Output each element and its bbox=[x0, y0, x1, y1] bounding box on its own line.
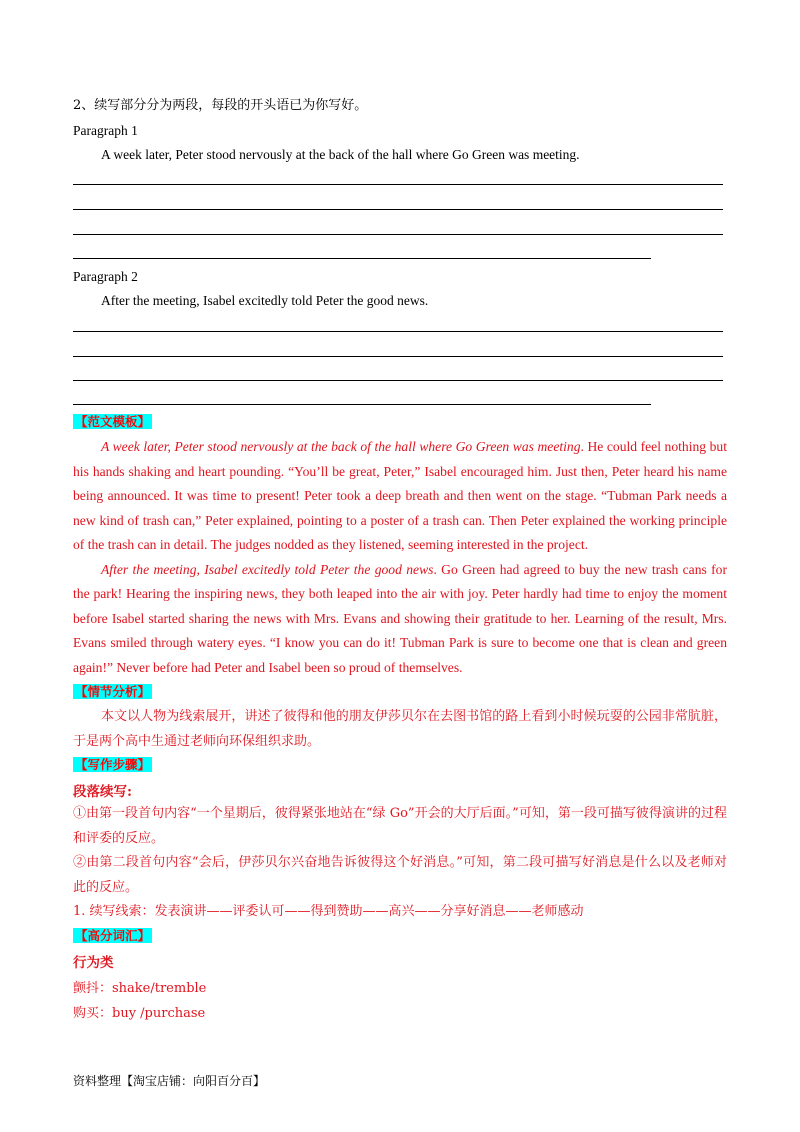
writing-line bbox=[73, 209, 723, 210]
model-essay-p1-body: . He could feel nothing but his hands shaking and heart pounding. “You’ll be great, Peter,” Isabel encouraged him. Just then, Peter heard his name being announced. It was time to present! Peter took a deep breath and then went on the stage. “Tubman Park needs a new kind of trash can,” Peter explained, pointing to a poster of a trash can. Then Peter explained the working principle of the trash can in detail. The judges nodded as they listened, seeming interested in the project. bbox=[73, 439, 727, 552]
writing-line bbox=[73, 331, 723, 332]
paragraph2-opening: After the meeting, Isabel excitedly told Peter the good news. bbox=[101, 293, 429, 308]
model-essay-p2-body: . Go Green had agreed to buy the new trash cans for the park! Hearing the inspiring news, they both leaped into the air with joy. Peter hardly had time to enjoy the moment before Isabel started sharing the news with Mrs. Evans and showing their gratitude to her. Learning of the result, Mrs. Evans smiled through watery eyes. “I know you can do it! Tubman Park is sure to become one that is clean and green again!” Never before had Peter and Isabel been so proud of themselves. bbox=[73, 561, 727, 675]
vocab-tag: 【高分词汇】 bbox=[75, 928, 151, 943]
vocab-item: 颤抖：shake/tremble bbox=[73, 981, 207, 996]
writing-steps-tag: 【写作步骤】 bbox=[75, 757, 151, 772]
writing-line bbox=[73, 356, 723, 357]
model-essay-p2-opening: After the meeting, Isabel excitedly told Peter the good news bbox=[101, 561, 434, 577]
writing-line bbox=[73, 184, 723, 185]
step-1-text: ①由第一段首句内容“一个星期后，彼得紧张地站在“绿 Go”开会的大厅后面。”可知，第一段可描写彼得演讲的过程和评委的反应。 bbox=[73, 806, 727, 846]
paragraph1-opening: A week later, Peter stood nervously at the back of the hall where Go Green was meeting. bbox=[101, 147, 580, 162]
writing-line bbox=[73, 380, 723, 381]
model-essay bbox=[73, 435, 727, 680]
model-essay-p1-opening: A week later, Peter stood nervously at the back of the hall where Go Green was meeting bbox=[101, 439, 581, 454]
model-essay-paragraph-2 bbox=[73, 558, 727, 681]
steps-heading: 段落续写: bbox=[73, 784, 132, 800]
vocab-item: 购买：buy /purchase bbox=[73, 1006, 206, 1021]
writing-clue: 1. 续写线索：发表演讲——评委认可——得到赞助——高兴——分享好消息——老师感动 bbox=[73, 904, 584, 919]
writing-line bbox=[73, 258, 651, 259]
writing-line bbox=[73, 234, 723, 235]
paragraph2-label: Paragraph 2 bbox=[73, 269, 138, 284]
paragraph1-label: Paragraph 1 bbox=[73, 123, 138, 138]
step-2-text: ②由第二段首句内容“会后，伊莎贝尔兴奋地告诉彼得这个好消息。”可知，第二段可描写好消息是什么以及老师对此的反应。 bbox=[73, 855, 727, 895]
plot-analysis-tag: 【情节分析】 bbox=[75, 684, 151, 699]
writing-line bbox=[73, 404, 651, 405]
plot-analysis-text: 本文以人物为线索展开，讲述了彼得和他的朋友伊莎贝尔在去图书馆的路上看到小时候玩耍的公园非常肮脏，于是两个高中生通过老师向环保组织求助。 bbox=[73, 709, 727, 749]
footer-source: 资料整理【淘宝店铺：向阳百分百】 bbox=[73, 1074, 266, 1088]
vocab-category: 行为类 bbox=[73, 955, 114, 971]
model-essay-paragraph-1 bbox=[73, 435, 727, 558]
model-essay-tag: 【范文模板】 bbox=[75, 414, 151, 429]
instruction-item-2: 2、续写部分分为两段，每段的开头语已为你写好。 bbox=[73, 98, 368, 113]
